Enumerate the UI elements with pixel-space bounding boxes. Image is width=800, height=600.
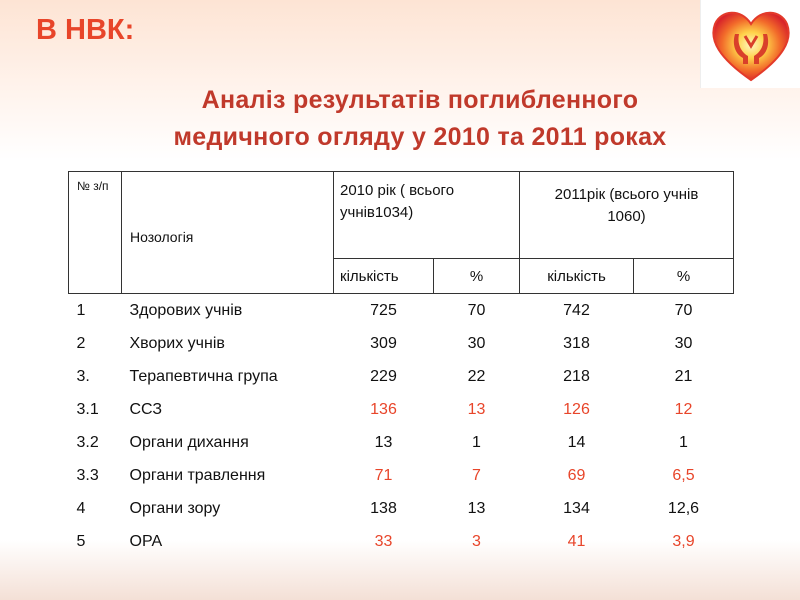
header-nosology: Нозологія [122,172,334,294]
row-pct-2010: 1 [472,433,481,451]
row-nosology: Органи зору [129,499,221,517]
table-row [69,459,734,492]
row-number: 4 [76,499,86,517]
row-pct-2010: 3 [472,532,481,550]
row-pct-2010: 13 [467,400,486,418]
row-count-2010: 71 [374,466,393,484]
header-pct-2010: % [434,259,520,294]
row-count-2010: 309 [370,334,397,352]
heart-hands-logo-icon [700,0,800,88]
row-pct-2011: 30 [674,334,693,352]
table-row [69,426,734,459]
title-line-2: медичного огляду у 2010 та 2011 роках [173,123,667,151]
row-nosology: ОРА [129,532,163,550]
row-count-2010: 136 [370,400,397,418]
row-count-2011: 126 [563,400,590,418]
header-year-2010 [334,172,520,259]
header-year-2010-label: 2010 рік ( всього учнів1034) [340,182,455,221]
row-number: 3.3 [76,466,99,484]
row-nosology: Органи травлення [129,466,266,484]
header-count-2010: кількість [334,259,434,294]
row-count-2010: 33 [374,532,393,550]
title-line-1: Аналіз результатів поглибленного [201,86,639,114]
table-row [69,327,734,360]
row-number: 2 [76,334,86,352]
table-row [69,492,734,525]
row-count-2010: 725 [370,301,397,319]
results-table [68,171,734,558]
table-row [69,360,734,393]
row-nosology: Хворих учнів [129,334,225,352]
table-row [69,294,734,328]
table-row [69,525,734,558]
row-nosology: Здорових учнів [129,301,243,319]
header-year-2011-label: 2011рік (всього учнів 1060) [554,186,699,225]
header-year-2011 [520,172,734,259]
row-count-2011: 742 [563,301,590,319]
header-count-2011: кількість [520,259,634,294]
row-count-2011: 14 [567,433,586,451]
logo-graphic [701,0,800,88]
header-pct-2011: % [634,259,734,294]
row-pct-2010: 13 [467,499,486,517]
row-count-2011: 69 [567,466,586,484]
row-nosology: Терапевтична група [129,367,278,385]
row-number: 3.1 [76,400,99,418]
header-num-label: № з/п [77,179,109,193]
row-pct-2010: 70 [467,301,486,319]
header-num [69,172,122,294]
row-number: 3.2 [76,433,99,451]
row-number: 3. [76,367,90,385]
row-count-2011: 134 [563,499,590,517]
row-nosology: ССЗ [129,400,163,418]
slide-title [50,82,790,156]
row-pct-2011: 6,5 [672,466,695,484]
table-header-row [69,172,734,259]
row-pct-2010: 7 [472,466,481,484]
row-number: 5 [76,532,86,550]
row-count-2011: 218 [563,367,590,385]
row-count-2010: 229 [370,367,397,385]
row-count-2010: 13 [374,433,393,451]
table-row [69,393,734,426]
row-pct-2010: 22 [467,367,486,385]
row-pct-2011: 3,9 [672,532,695,550]
row-count-2011: 41 [567,532,586,550]
row-pct-2011: 21 [674,367,693,385]
row-count-2011: 318 [563,334,590,352]
slide-tag: В НВК: [36,14,135,46]
row-pct-2011: 70 [674,301,693,319]
row-pct-2011: 12 [674,400,693,418]
row-number: 1 [76,301,86,319]
row-count-2010: 138 [370,499,397,517]
row-nosology: Органи дихання [129,433,249,451]
row-pct-2011: 1 [679,433,688,451]
row-pct-2010: 30 [467,334,486,352]
row-pct-2011: 12,6 [667,499,700,517]
